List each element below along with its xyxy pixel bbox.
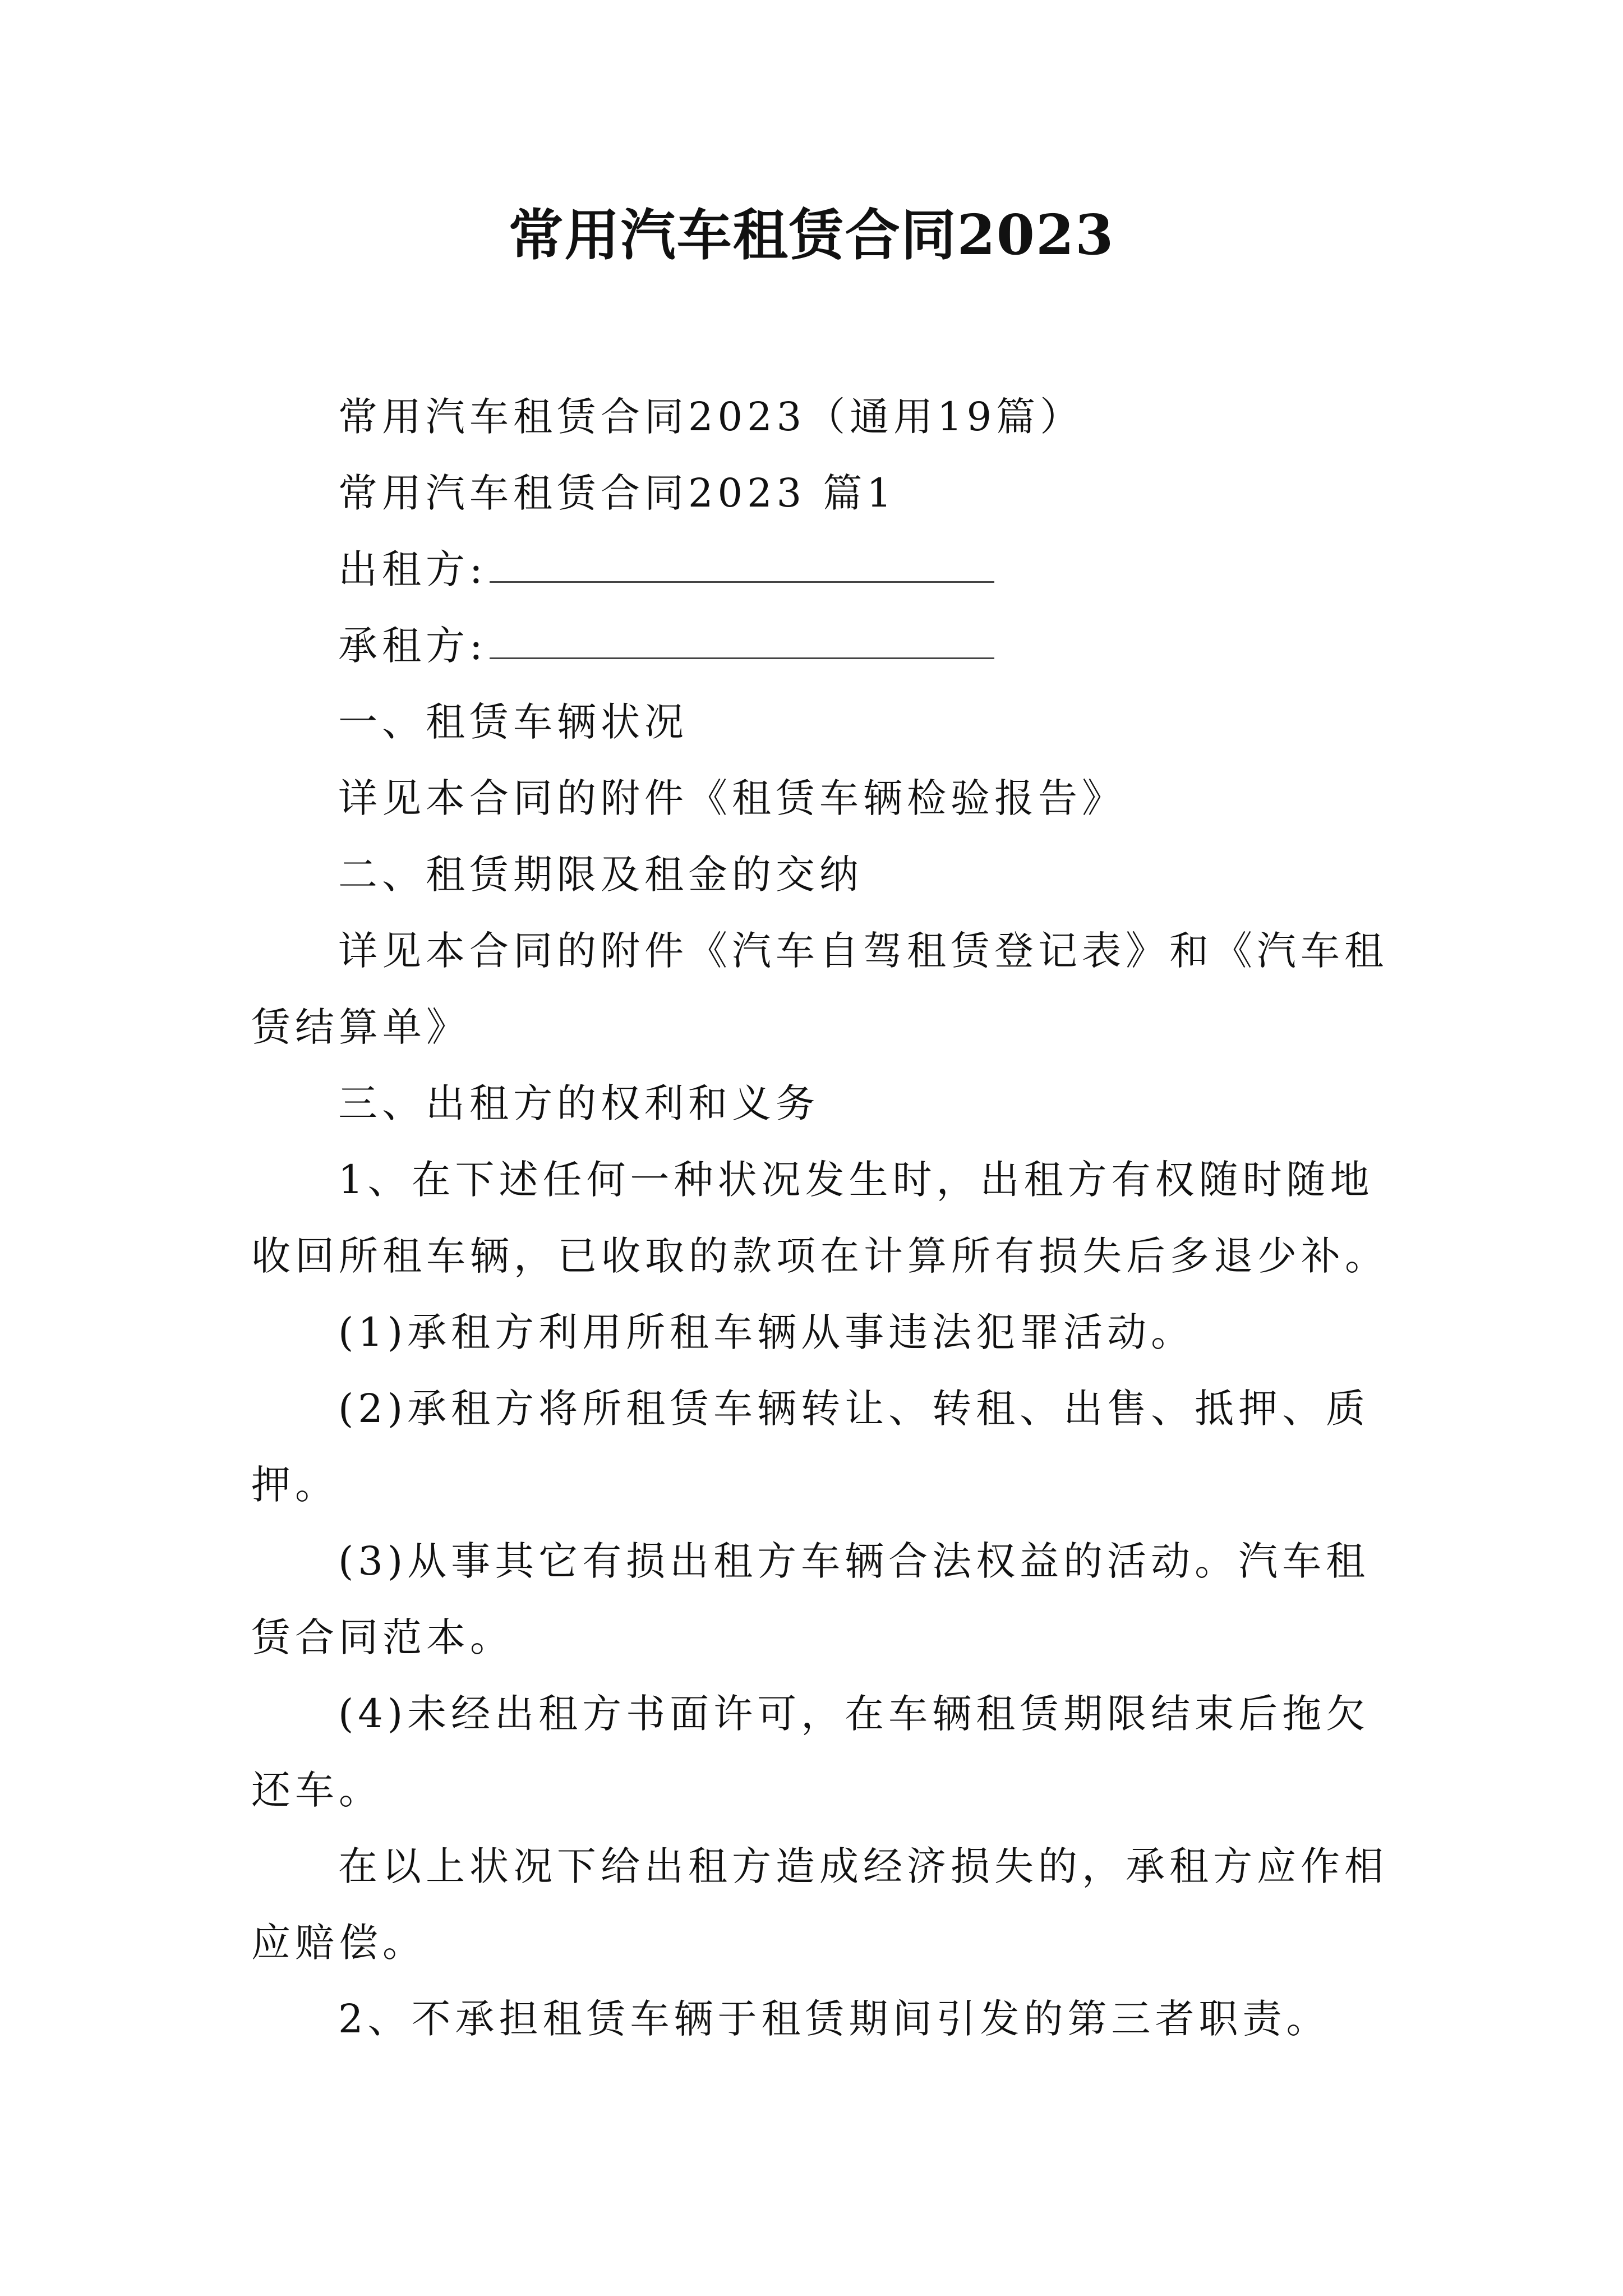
text-line [251, 684, 1395, 760]
text-line-content: (3)从事其它有损出租方车辆合法权益的活动。汽车租 [338, 1538, 1370, 1584]
text-line-content: 一、租赁车辆状况 [338, 699, 688, 745]
text-line-content: 应赔偿。 [251, 1920, 426, 1966]
fill-in-blank-line [490, 544, 994, 583]
text-line [251, 1065, 1395, 1142]
text-line [251, 531, 1395, 608]
text-line [251, 1142, 1395, 1218]
document-title: 常用汽车租赁合同2023 [508, 203, 1115, 268]
text-line [251, 836, 1395, 913]
text-line [251, 455, 1395, 531]
text-line [251, 1676, 1395, 1752]
text-line [251, 1294, 1395, 1370]
text-line-content: (2)承租方将所租赁车辆转让、转租、出售、抵押、质 [338, 1386, 1370, 1432]
text-line [251, 1981, 1395, 2057]
text-line-content: 赁结算单》 [251, 1004, 470, 1050]
text-line-content: 1、在下述任何一种状况发生时，出租方有权随时随地 [338, 1157, 1374, 1203]
text-line-content: 出租方: [338, 546, 487, 592]
text-line-content: 常用汽车租赁合同2023（通用19篇） [338, 394, 1084, 440]
text-line-content: 还车。 [251, 1767, 382, 1813]
text-line-content: 常用汽车租赁合同2023 篇1 [338, 470, 896, 516]
text-line [251, 1904, 1395, 1981]
text-line [251, 379, 1395, 455]
text-line [251, 913, 1395, 989]
text-line [251, 1752, 1395, 1828]
text-line-content: 押。 [251, 1462, 339, 1508]
text-line-content: (4)未经出租方书面许可，在车辆租赁期限结束后拖欠 [338, 1691, 1370, 1737]
text-line [251, 1599, 1395, 1676]
text-line-content: 承租方: [338, 623, 487, 669]
text-line-content: 赁合同范本。 [251, 1614, 514, 1660]
text-line-content: 在以上状况下给出租方造成经济损失的，承租方应作相 [338, 1843, 1388, 1889]
text-line [251, 1370, 1395, 1447]
text-line [251, 989, 1395, 1065]
text-line [251, 1218, 1395, 1294]
document-body [251, 379, 1395, 2057]
text-line-content: 2、不承担租赁车辆于租赁期间引发的第三者职责。 [338, 1996, 1330, 2042]
text-line-content: (1)承租方利用所租车辆从事违法犯罪活动。 [338, 1309, 1195, 1355]
text-line [251, 760, 1395, 836]
text-line-content: 二、租赁期限及租金的交纳 [338, 852, 863, 898]
text-line [251, 608, 1395, 684]
text-line-content: 详见本合同的附件《租赁车辆检验报告》 [338, 775, 1126, 821]
text-line [251, 1523, 1395, 1599]
text-line-content: 详见本合同的附件《汽车自驾租赁登记表》和《汽车租 [338, 928, 1388, 974]
text-line [251, 1828, 1395, 1904]
text-line-content: 三、出租方的权利和义务 [338, 1080, 819, 1126]
text-line [251, 1447, 1395, 1523]
fill-in-blank-line [490, 620, 994, 659]
text-line-content: 收回所租车辆，已收取的款项在计算所有损失后多退少补。 [251, 1233, 1389, 1279]
